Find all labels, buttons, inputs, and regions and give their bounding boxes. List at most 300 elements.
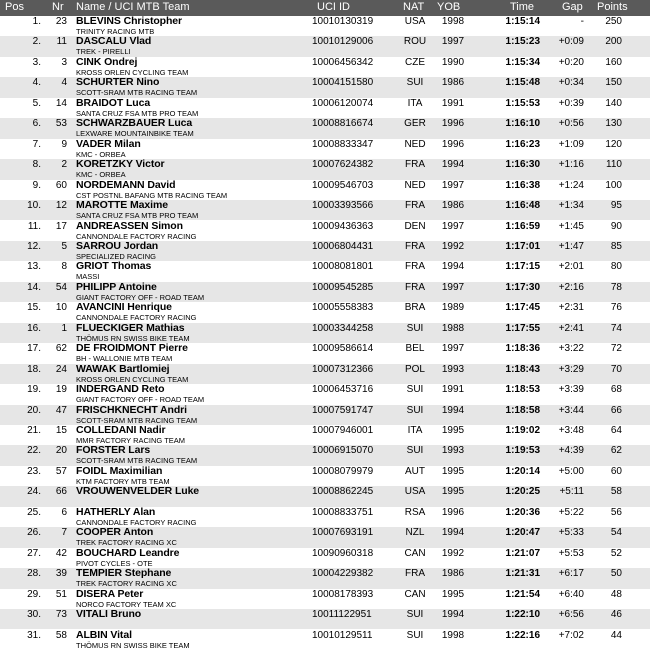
time-cell: 1:21:54 — [505, 588, 540, 600]
year-of-birth-cell: 1993 — [441, 363, 465, 375]
header-time: Time — [510, 1, 535, 13]
team-name: KROSS ORLEN CYCLING TEAM — [76, 374, 189, 384]
time-cell: 1:16:30 — [505, 159, 540, 171]
points-cell: 46 — [610, 609, 622, 621]
rank-cell: 7. — [32, 138, 41, 150]
uci-id-cell: 10009436363 — [312, 220, 374, 232]
year-of-birth-cell: 1996 — [441, 118, 465, 130]
team-name: CANNONDALE FACTORY RACING — [76, 517, 197, 527]
nationality-cell: RSA — [404, 506, 426, 518]
team-name: TREK FACTORY RACING XC — [76, 538, 177, 548]
nationality-cell: CZE — [405, 56, 425, 68]
uci-id-cell: 10008862245 — [312, 486, 374, 498]
rider-name: MAROTTE Maxime — [76, 199, 168, 212]
points-cell: 58 — [610, 486, 622, 498]
gap-cell: +1:47 — [558, 240, 584, 252]
bib-number-cell: 58 — [55, 629, 67, 641]
gap-cell: +0:39 — [558, 97, 584, 109]
rider-name: FLUECKIGER Mathias — [76, 321, 185, 334]
bib-number-cell: 1 — [61, 322, 67, 334]
time-cell: 1:16:48 — [505, 200, 540, 212]
rank-cell: 23. — [27, 465, 41, 477]
year-of-birth-cell: 1988 — [441, 322, 465, 334]
table-row — [0, 589, 650, 609]
rank-cell: 27. — [27, 547, 41, 559]
rider-name: FRISCHKNECHT Andri — [76, 403, 187, 416]
uci-id-cell: 10007312366 — [312, 363, 374, 375]
time-cell: 1:15:48 — [505, 77, 540, 89]
uci-id-cell: 10008079979 — [312, 465, 374, 477]
time-cell: 1:20:47 — [505, 527, 540, 539]
nationality-cell: SUI — [406, 384, 424, 396]
rider-name: COLLEDANI Nadir — [76, 424, 166, 436]
time-cell: 1:17:55 — [505, 322, 540, 334]
year-of-birth-cell: 1992 — [441, 240, 465, 252]
bib-number-cell: 42 — [55, 547, 67, 559]
header-pos: Pos — [5, 1, 24, 13]
points-cell: 64 — [610, 425, 622, 436]
uci-id-cell: 10009546703 — [312, 179, 374, 191]
team-name: KMC - ORBEA — [76, 170, 126, 180]
bib-number-cell: 14 — [55, 97, 67, 109]
rank-cell: 11. — [27, 220, 41, 232]
uci-id-cell: 10003344258 — [312, 322, 374, 334]
team-name: KROSS ORLEN CYCLING TEAM — [76, 67, 189, 77]
year-of-birth-cell: 1998 — [441, 629, 465, 641]
team-name: BH - WALLONIE MTB TEAM — [76, 354, 173, 364]
rider-name: BOUCHARD Leandre — [76, 546, 180, 559]
team-name: KMC - ORBEA — [76, 149, 126, 159]
gap-cell: +1:09 — [558, 138, 584, 150]
rank-cell: 16. — [27, 322, 41, 334]
rider-name: VROUWENVELDER Luke — [76, 485, 200, 498]
bib-number-cell: 5 — [61, 240, 67, 252]
rider-name: VITALI Bruno — [76, 608, 142, 621]
gap-cell: +1:34 — [558, 200, 584, 212]
rank-cell: 31. — [27, 629, 41, 641]
team-name: LEXWARE MOUNTAINBIKE TEAM — [76, 129, 194, 139]
gap-cell: +6:17 — [558, 568, 584, 580]
points-cell: 200 — [605, 36, 622, 48]
gap-cell: +3:22 — [558, 343, 584, 355]
uci-id-cell: 10003393566 — [312, 200, 374, 212]
rank-cell: 17. — [27, 343, 41, 355]
nationality-cell: USA — [404, 486, 426, 498]
time-cell: 1:20:36 — [505, 506, 540, 518]
gap-cell: +4:39 — [558, 445, 584, 457]
year-of-birth-cell: 1997 — [441, 220, 465, 232]
time-cell: 1:15:34 — [505, 56, 540, 68]
team-name: PIVOT CYCLES - OTE — [76, 558, 153, 568]
bib-number-cell: 2 — [61, 159, 67, 171]
team-name: KTM FACTORY MTB TEAM — [76, 476, 170, 486]
team-name: SANTA CRUZ FSA MTB PRO TEAM — [76, 211, 199, 221]
nationality-cell: SUI — [406, 322, 424, 334]
table-row — [0, 323, 650, 343]
year-of-birth-cell: 1994 — [441, 261, 465, 273]
rider-name: FORSTER Lars — [76, 444, 151, 457]
table-row — [0, 139, 650, 159]
nationality-cell: AUT — [405, 465, 425, 477]
rider-name: INDERGAND Reto — [76, 383, 165, 396]
uci-id-cell: 10004229382 — [312, 568, 374, 580]
rider-name: WAWAK Bartlomiej — [76, 362, 170, 375]
uci-id-cell: 10006915070 — [312, 445, 374, 457]
rider-name: SCHURTER Nino — [76, 76, 160, 89]
year-of-birth-cell: 1995 — [441, 425, 465, 436]
table-row — [0, 118, 650, 138]
gap-cell: +5:00 — [558, 465, 584, 477]
team-name: MMR FACTORY RACING TEAM — [76, 436, 186, 445]
rank-cell: 26. — [27, 527, 41, 539]
gap-cell: +2:31 — [558, 302, 584, 314]
results-header — [0, 0, 650, 16]
uci-id-cell: 10006120074 — [312, 97, 374, 109]
table-row — [0, 364, 650, 384]
bib-number-cell: 9 — [61, 138, 67, 150]
nationality-cell: ITA — [407, 425, 423, 436]
bib-number-cell: 11 — [56, 36, 67, 48]
bib-number-cell: 62 — [55, 343, 67, 355]
table-row — [0, 302, 650, 322]
points-cell: 80 — [610, 261, 622, 273]
time-cell: 1:16:38 — [505, 179, 540, 191]
rank-cell: 19. — [27, 384, 41, 396]
nationality-cell: CAN — [404, 588, 426, 600]
bib-number-cell: 53 — [55, 118, 67, 130]
rank-cell: 28. — [27, 568, 41, 580]
nationality-cell: POL — [404, 363, 425, 375]
points-cell: 78 — [610, 281, 622, 293]
points-cell: 74 — [610, 322, 622, 334]
year-of-birth-cell: 1994 — [441, 404, 465, 416]
header-name-team: Name / UCI MTB Team — [76, 1, 190, 13]
time-cell: 1:22:10 — [505, 609, 540, 621]
points-cell: 130 — [605, 118, 622, 130]
bib-number-cell: 10 — [55, 302, 67, 314]
points-cell: 160 — [605, 56, 622, 68]
rider-name: DISERA Peter — [76, 587, 144, 600]
rider-name: AVANCINI Henrique — [76, 301, 172, 314]
year-of-birth-cell: 1991 — [441, 384, 465, 396]
table-row — [0, 486, 650, 506]
table-row — [0, 77, 650, 97]
bib-number-cell: 73 — [55, 609, 67, 621]
year-of-birth-cell: 1995 — [441, 465, 465, 477]
team-name: SCOTT-SRAM MTB RACING TEAM — [76, 415, 198, 425]
bib-number-cell: 20 — [55, 445, 67, 457]
rank-cell: 4. — [32, 77, 41, 89]
gap-cell: +1:24 — [558, 179, 584, 191]
uci-id-cell: 10006804431 — [312, 240, 374, 252]
team-name: SANTA CRUZ FSA MTB PRO TEAM — [76, 108, 199, 118]
gap-cell: +0:09 — [558, 36, 584, 48]
bib-number-cell: 6 — [61, 506, 67, 518]
year-of-birth-cell: 1998 — [441, 16, 465, 27]
rider-name: DASCALU Vlad — [76, 35, 152, 48]
rank-cell: 20. — [27, 404, 41, 416]
year-of-birth-cell: 1994 — [441, 159, 465, 171]
year-of-birth-cell: 1990 — [441, 56, 465, 68]
points-cell: 44 — [610, 629, 622, 641]
team-name: TREK - PIRELLI — [76, 47, 131, 57]
nationality-cell: SUI — [406, 445, 424, 457]
team-name: NORCO FACTORY TEAM XC — [76, 599, 177, 609]
time-cell: 1:20:14 — [505, 465, 540, 477]
nationality-cell: CAN — [404, 547, 426, 559]
points-cell: 60 — [610, 465, 622, 477]
table-row — [0, 630, 650, 650]
time-cell: 1:19:53 — [505, 445, 540, 457]
rider-name: COOPER Anton — [76, 526, 154, 539]
uci-id-cell: 10009586614 — [312, 343, 374, 355]
rider-name: ALBIN Vital — [76, 628, 132, 641]
gap-cell: +5:22 — [558, 506, 584, 518]
table-row — [0, 609, 650, 629]
rider-name: GRIOT Thomas — [76, 260, 152, 273]
points-cell: 56 — [610, 506, 622, 518]
uci-id-cell: 10006453716 — [312, 384, 374, 396]
uci-id-cell: 10008833751 — [312, 506, 374, 518]
rank-cell: 24. — [27, 486, 41, 498]
table-row — [0, 241, 650, 261]
uci-id-cell: 10009545285 — [312, 281, 374, 293]
gap-cell: +5:11 — [559, 486, 584, 498]
points-cell: 62 — [610, 445, 622, 457]
uci-id-cell: 10010129006 — [312, 36, 374, 48]
nationality-cell: SUI — [406, 404, 424, 416]
time-cell: 1:18:53 — [505, 384, 540, 396]
uci-id-cell: 10007693191 — [312, 527, 374, 539]
time-cell: 1:16:10 — [505, 118, 540, 130]
table-row — [0, 180, 650, 200]
table-row — [0, 159, 650, 179]
points-cell: 70 — [610, 363, 622, 375]
year-of-birth-cell: 1986 — [441, 568, 465, 580]
gap-cell: +5:53 — [558, 547, 584, 559]
nationality-cell: FRA — [405, 281, 425, 293]
year-of-birth-cell: 1993 — [441, 445, 465, 457]
rider-name: BRAIDOT Luca — [76, 96, 151, 109]
time-cell: 1:21:31 — [505, 568, 540, 580]
nationality-cell: ROU — [403, 36, 427, 48]
time-cell: 1:15:14 — [505, 16, 540, 27]
points-cell: 120 — [605, 138, 622, 150]
team-name: CST POSTNL BAFANG MTB RACING TEAM — [76, 190, 228, 200]
bib-number-cell: 39 — [55, 568, 67, 580]
gap-cell: +2:01 — [558, 261, 584, 273]
rank-cell: 18. — [27, 363, 41, 375]
year-of-birth-cell: 1986 — [441, 200, 465, 212]
rank-cell: 8. — [32, 159, 41, 171]
year-of-birth-cell: 1995 — [441, 486, 465, 498]
rider-name: NORDEMANN David — [76, 178, 176, 191]
rank-cell: 6. — [32, 118, 41, 130]
year-of-birth-cell: 1997 — [441, 343, 465, 355]
nationality-cell: SUI — [406, 629, 424, 641]
bib-number-cell: 23 — [55, 16, 67, 27]
time-cell: 1:20:25 — [505, 486, 540, 498]
bib-number-cell: 24 — [55, 363, 67, 375]
uci-id-cell: 10090960318 — [312, 547, 374, 559]
points-cell: 140 — [605, 97, 622, 109]
uci-id-cell: 10005558383 — [312, 302, 374, 314]
header-uci-id: UCI ID — [317, 1, 350, 13]
year-of-birth-cell: 1996 — [441, 506, 465, 518]
nationality-cell: ITA — [407, 97, 423, 109]
table-row — [0, 16, 650, 36]
team-name: CANNONDALE FACTORY RACING — [76, 313, 197, 323]
year-of-birth-cell: 1991 — [441, 97, 465, 109]
time-cell: 1:15:23 — [505, 36, 540, 48]
time-cell: 1:16:59 — [505, 220, 540, 232]
time-cell: 1:19:02 — [505, 425, 540, 436]
points-cell: 110 — [606, 159, 622, 171]
rank-cell: 21. — [27, 425, 41, 436]
nationality-cell: NZL — [405, 527, 425, 539]
rider-name: DE FROIDMONT Pierre — [76, 342, 188, 355]
year-of-birth-cell: 1996 — [441, 138, 465, 150]
gap-cell: +0:56 — [558, 118, 584, 130]
gap-cell: +7:02 — [558, 629, 584, 641]
rank-cell: 15. — [27, 302, 41, 314]
points-cell: 90 — [610, 220, 622, 232]
uci-id-cell: 10010129511 — [312, 629, 373, 641]
bib-number-cell: 60 — [55, 179, 67, 191]
bib-number-cell: 47 — [55, 404, 67, 416]
uci-id-cell: 10008081801 — [312, 261, 374, 273]
gap-cell: +3:44 — [558, 404, 584, 416]
rank-cell: 14. — [27, 281, 41, 293]
time-cell: 1:18:58 — [505, 404, 540, 416]
uci-id-cell: 10008178393 — [312, 588, 374, 600]
points-cell: 68 — [610, 384, 622, 396]
table-row — [0, 568, 650, 588]
header-nat: NAT — [403, 1, 425, 13]
gap-cell: +5:33 — [558, 527, 584, 539]
gap-cell: +3:48 — [558, 425, 584, 436]
uci-id-cell: 10008816674 — [312, 118, 374, 130]
gap-cell: +0:20 — [558, 56, 584, 68]
nationality-cell: BRA — [404, 302, 426, 314]
time-cell: 1:17:15 — [505, 261, 540, 273]
team-name: SCOTT-SRAM MTB RACING TEAM — [76, 88, 198, 98]
time-cell: 1:21:07 — [505, 547, 540, 559]
rank-cell: 25. — [27, 506, 41, 518]
header-nr: Nr — [52, 1, 64, 13]
gap-cell: +6:40 — [558, 588, 584, 600]
table-row — [0, 405, 650, 425]
header-yob: YOB — [437, 1, 461, 13]
gap-cell: +2:41 — [558, 322, 584, 334]
rider-name: KORETZKY Victor — [76, 158, 165, 171]
gap-cell: +6:56 — [558, 609, 584, 621]
team-name: THÖMUS RN SWISS BIKE TEAM — [76, 640, 190, 650]
nationality-cell: FRA — [405, 240, 425, 252]
team-name: SPECIALIZED RACING — [76, 251, 157, 261]
uci-id-cell: 10007591747 — [312, 404, 374, 416]
gap-cell: +1:16 — [558, 159, 584, 171]
gap-cell: +3:39 — [558, 384, 584, 396]
gap-cell: +3:29 — [558, 363, 584, 375]
points-cell: 95 — [610, 200, 622, 212]
team-name: GIANT FACTORY OFF - ROAD TEAM — [76, 395, 205, 405]
uci-id-cell: 10007624382 — [312, 159, 374, 171]
bib-number-cell: 54 — [55, 281, 67, 293]
bib-number-cell: 57 — [55, 465, 67, 477]
rider-name: TEMPIER Stephane — [76, 567, 172, 580]
uci-id-cell: 10007946001 — [312, 425, 374, 436]
bib-number-cell: 4 — [61, 77, 67, 89]
rider-name: PHILIPP Antoine — [76, 280, 157, 293]
points-cell: 85 — [610, 240, 622, 252]
year-of-birth-cell: 1994 — [441, 527, 465, 539]
time-cell: 1:22:16 — [505, 629, 540, 641]
table-row — [0, 282, 650, 302]
year-of-birth-cell: 1994 — [441, 609, 465, 621]
uci-id-cell: 10004151580 — [312, 77, 374, 89]
uci-id-cell: 10010130319 — [312, 16, 374, 27]
rank-cell: 9. — [32, 179, 41, 191]
nationality-cell: SUI — [406, 77, 424, 89]
table-row — [0, 200, 650, 220]
rank-cell: 30. — [27, 609, 41, 621]
bib-number-cell: 12 — [55, 200, 67, 212]
rank-cell: 12. — [27, 240, 41, 252]
nationality-cell: DEN — [404, 220, 426, 232]
nationality-cell: FRA — [405, 261, 425, 273]
team-name: TRINITY RACING MTB — [76, 27, 155, 36]
table-row — [0, 261, 650, 281]
table-row — [0, 57, 650, 77]
rank-cell: 10. — [27, 200, 41, 212]
rank-cell: 22. — [27, 445, 41, 457]
nationality-cell: NED — [404, 138, 426, 150]
points-cell: 54 — [610, 527, 622, 539]
team-name: MASSI — [76, 272, 100, 282]
gap-cell: +2:16 — [558, 281, 584, 293]
uci-id-cell: 10011122951 — [312, 609, 372, 621]
table-row — [0, 527, 650, 547]
bib-number-cell: 15 — [55, 425, 67, 436]
nationality-cell: USA — [404, 16, 426, 27]
uci-id-cell: 10008833347 — [312, 138, 374, 150]
rank-cell: 5. — [32, 97, 41, 109]
bib-number-cell: 19 — [55, 384, 67, 396]
rider-name: HATHERLY Alan — [76, 505, 156, 518]
nationality-cell: FRA — [405, 200, 425, 212]
time-cell: 1:17:45 — [505, 302, 540, 314]
rank-cell: 29. — [27, 588, 41, 600]
bib-number-cell: 7 — [61, 527, 67, 539]
rank-cell: 2. — [32, 36, 41, 48]
year-of-birth-cell: 1992 — [441, 547, 465, 559]
table-row — [0, 425, 650, 445]
table-row — [0, 548, 650, 568]
year-of-birth-cell: 1995 — [441, 588, 465, 600]
bib-number-cell: 8 — [61, 261, 67, 273]
rank-cell: 1. — [32, 16, 41, 27]
gap-cell: +1:45 — [558, 220, 584, 232]
year-of-birth-cell: 1997 — [441, 281, 465, 293]
uci-id-cell: 10006456342 — [312, 56, 374, 68]
rider-name: VADER Milan — [76, 137, 141, 150]
points-cell: 48 — [610, 588, 622, 600]
bib-number-cell: 17 — [55, 220, 67, 232]
time-cell: 1:17:30 — [505, 281, 540, 293]
time-cell: 1:18:36 — [505, 343, 540, 355]
year-of-birth-cell: 1986 — [441, 77, 465, 89]
